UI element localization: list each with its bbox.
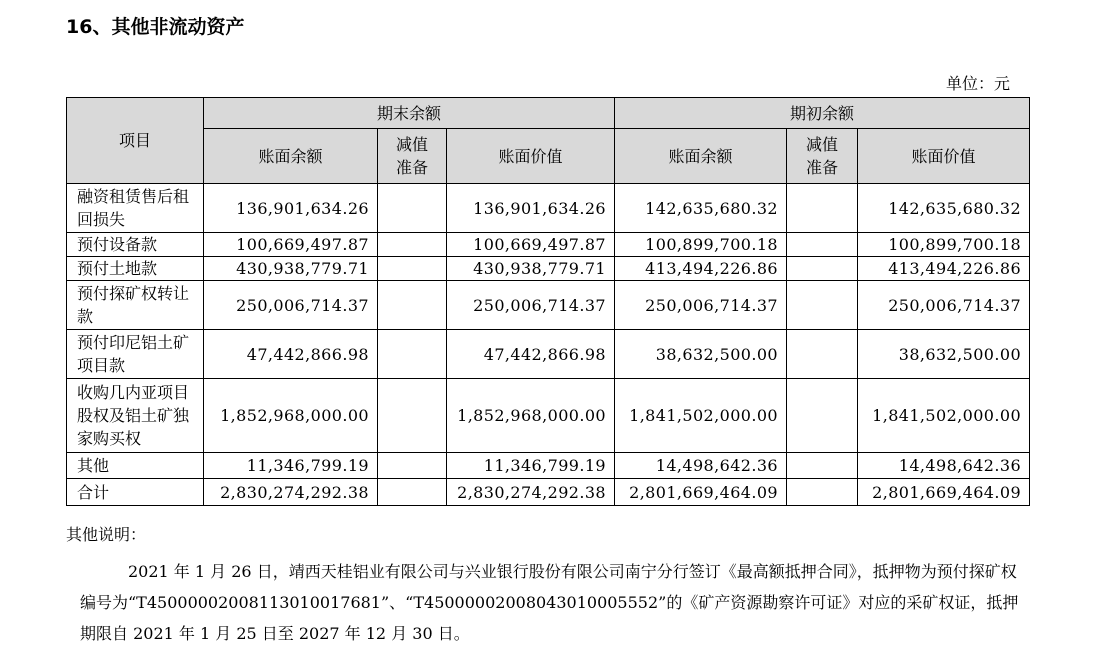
end-impairment (378, 184, 447, 233)
end-balance: 1,852,968,000.00 (204, 379, 378, 453)
begin-value: 142,635,680.32 (858, 184, 1030, 233)
table-row (67, 379, 1030, 453)
begin-balance: 38,632,500.00 (615, 330, 787, 379)
header-impairment-line1: 减值 (395, 135, 428, 154)
begin-balance: 2,801,669,464.09 (615, 479, 787, 506)
begin-balance: 14,498,642.36 (615, 453, 787, 479)
end-balance: 100,669,497.87 (204, 233, 378, 257)
notes-paragraph: 2021 年 1 月 26 日，靖西天桂铝业有限公司与兴业银行股份有限公司南宁分行签订《最高额抵押合同》，抵押物为预付探矿权编号为“T45000002008113010017681”、“T45000002008043010005552”的《矿产资源勘察许可证》对应的采矿权证，抵押期限自 2021 年 1 月 25 日至 2027 年 12 月 30 日。 (80, 562, 1019, 643)
end-balance: 2,830,274,292.38 (204, 479, 378, 506)
end-value: 1,852,968,000.00 (447, 379, 615, 453)
header-begin-book-value: 账面价值 (858, 129, 1030, 184)
notes-heading: 其他说明： (66, 525, 147, 544)
begin-impairment (787, 479, 858, 506)
end-impairment (378, 453, 447, 479)
header-end-book-balance: 账面余额 (204, 129, 378, 184)
begin-value: 413,494,226.86 (858, 257, 1030, 281)
begin-value: 38,632,500.00 (858, 330, 1030, 379)
end-impairment (378, 257, 447, 281)
header-impairment-line2: 准备 (806, 158, 839, 177)
end-balance: 11,346,799.19 (204, 453, 378, 479)
table-row-total (67, 479, 1030, 506)
end-impairment (378, 330, 447, 379)
end-balance: 430,938,779.71 (204, 257, 378, 281)
row-name: 合计 (67, 479, 204, 506)
table-row (67, 281, 1030, 330)
end-value: 11,346,799.19 (447, 453, 615, 479)
begin-impairment (787, 453, 858, 479)
row-name: 预付探矿权转让款 (67, 281, 204, 330)
begin-impairment (787, 233, 858, 257)
end-balance: 136,901,634.26 (204, 184, 378, 233)
table-row (67, 453, 1030, 479)
begin-value: 100,899,700.18 (858, 233, 1030, 257)
row-name: 预付设备款 (67, 233, 204, 257)
begin-impairment (787, 281, 858, 330)
section-title: 16、其他非流动资产 (66, 16, 245, 38)
row-name: 融资租赁售后租回损失 (67, 184, 204, 233)
table-row (67, 330, 1030, 379)
begin-balance: 413,494,226.86 (615, 257, 787, 281)
begin-balance: 100,899,700.18 (615, 233, 787, 257)
end-impairment (378, 479, 447, 506)
end-balance: 47,442,866.98 (204, 330, 378, 379)
begin-value: 2,801,669,464.09 (858, 479, 1030, 506)
end-balance: 250,006,714.37 (204, 281, 378, 330)
header-end-book-value: 账面价值 (447, 129, 615, 184)
header-begin-book-balance: 账面余额 (615, 129, 787, 184)
table-row (67, 257, 1030, 281)
end-impairment (378, 281, 447, 330)
end-value: 430,938,779.71 (447, 257, 615, 281)
end-impairment (378, 379, 447, 453)
end-value: 47,442,866.98 (447, 330, 615, 379)
header-item: 项目 (67, 98, 204, 184)
end-value: 136,901,634.26 (447, 184, 615, 233)
end-impairment (378, 233, 447, 257)
begin-value: 250,006,714.37 (858, 281, 1030, 330)
header-begin-impairment (787, 129, 858, 184)
header-end-impairment (378, 129, 447, 184)
end-value: 250,006,714.37 (447, 281, 615, 330)
begin-impairment (787, 184, 858, 233)
header-period-end: 期末余额 (204, 98, 615, 129)
header-impairment-line1: 减值 (806, 135, 839, 154)
end-value: 2,830,274,292.38 (447, 479, 615, 506)
begin-value: 14,498,642.36 (858, 453, 1030, 479)
row-name: 其他 (67, 453, 204, 479)
begin-balance: 250,006,714.37 (615, 281, 787, 330)
begin-impairment (787, 257, 858, 281)
begin-value: 1,841,502,000.00 (858, 379, 1030, 453)
begin-balance: 142,635,680.32 (615, 184, 787, 233)
begin-impairment (787, 330, 858, 379)
begin-impairment (787, 379, 858, 453)
table-row (67, 184, 1030, 233)
row-name: 预付印尼铝土矿项目款 (67, 330, 204, 379)
header-period-begin: 期初余额 (615, 98, 1030, 129)
unit-label: 单位：元 (945, 74, 1010, 93)
header-impairment-line2: 准备 (395, 158, 428, 177)
other-noncurrent-assets-table (66, 97, 1030, 506)
row-name: 预付土地款 (67, 257, 204, 281)
table-row (67, 233, 1030, 257)
end-value: 100,669,497.87 (447, 233, 615, 257)
row-name: 收购几内亚项目股权及铝土矿独家购买权 (67, 379, 204, 453)
begin-balance: 1,841,502,000.00 (615, 379, 787, 453)
